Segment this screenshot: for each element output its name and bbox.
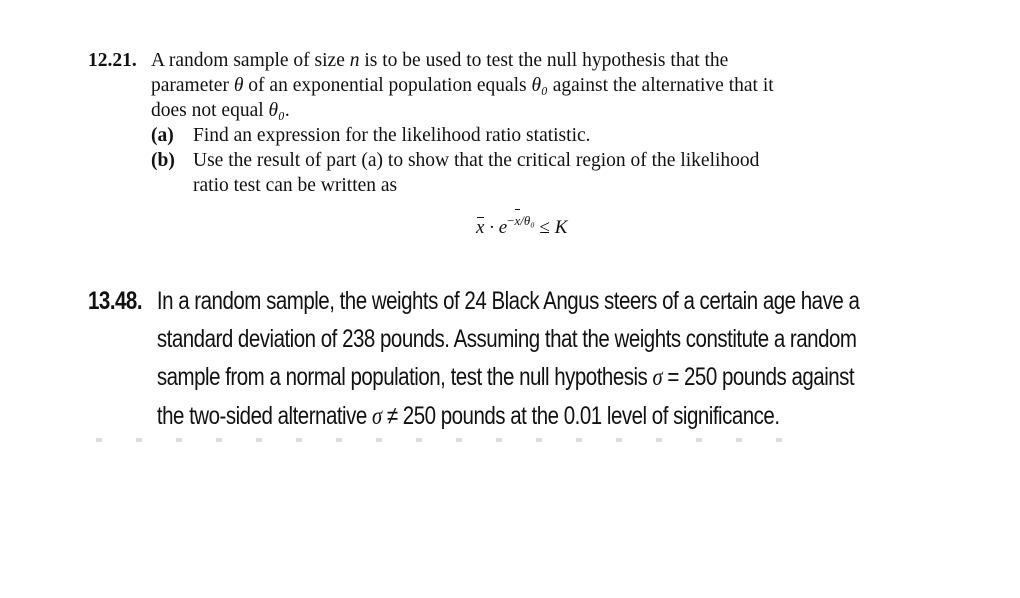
critical-region-formula: $x \cdot e^{-x/\theta_0} \le K$ [476,208,908,240]
part-b [151,148,908,198]
problem-number: 12.21. [88,50,137,71]
symbol-theta: θ [233,75,244,96]
problem-line-1: In a random sample, the weights of 24 Black Angus steers of a certain age have a [156,287,860,315]
problem-line-3: sample from a normal population, test the null hypothesis σ = 250 pounds against [156,363,855,391]
cut-off-text-line [96,438,816,442]
exponent: −x/θ₀ [507,213,535,228]
problem-line-3: does not equal θ₀. [151,100,290,121]
leq-symbol: ≤ [534,217,555,238]
problem-number: 13.48. [88,287,143,315]
part-b-label: (b) [151,150,175,171]
problem-12-21 [88,48,908,240]
part-a-label: (a) [151,125,174,146]
constant-K: K [554,217,568,238]
problem-line-4: the two-sided alternative σ ≠ 250 pounds at the 0.01 level of significance. [156,402,780,430]
symbol-theta0: θ₀ [531,75,548,96]
problem-13-48 [88,282,860,436]
problem-body [156,282,860,436]
symbol-sigma: σ [372,403,382,430]
part-a-text: Find an expression for the likelihood ratio statistic. [193,125,591,146]
problem-line-2: standard deviation of 238 pounds. Assuming that the weights constitute a random [156,325,857,353]
x-bar: x [476,217,485,238]
problem-body [151,48,908,240]
symbol-sigma: σ [652,364,663,391]
problem-line-1: A random sample of size n is to be used to test the null hypothesis that the [151,50,729,71]
part-b-line-1: Use the result of part (a) to show that the critical region of the likelihood [193,150,760,171]
part-a [151,123,908,148]
problem-line-2: parameter θ of an exponential population equals θ₀ against the alternative that it [151,75,774,96]
symbol-n: n [349,50,360,71]
symbol-theta0: θ₀ [268,100,285,121]
part-b-line-2: ratio test can be written as [193,175,398,196]
